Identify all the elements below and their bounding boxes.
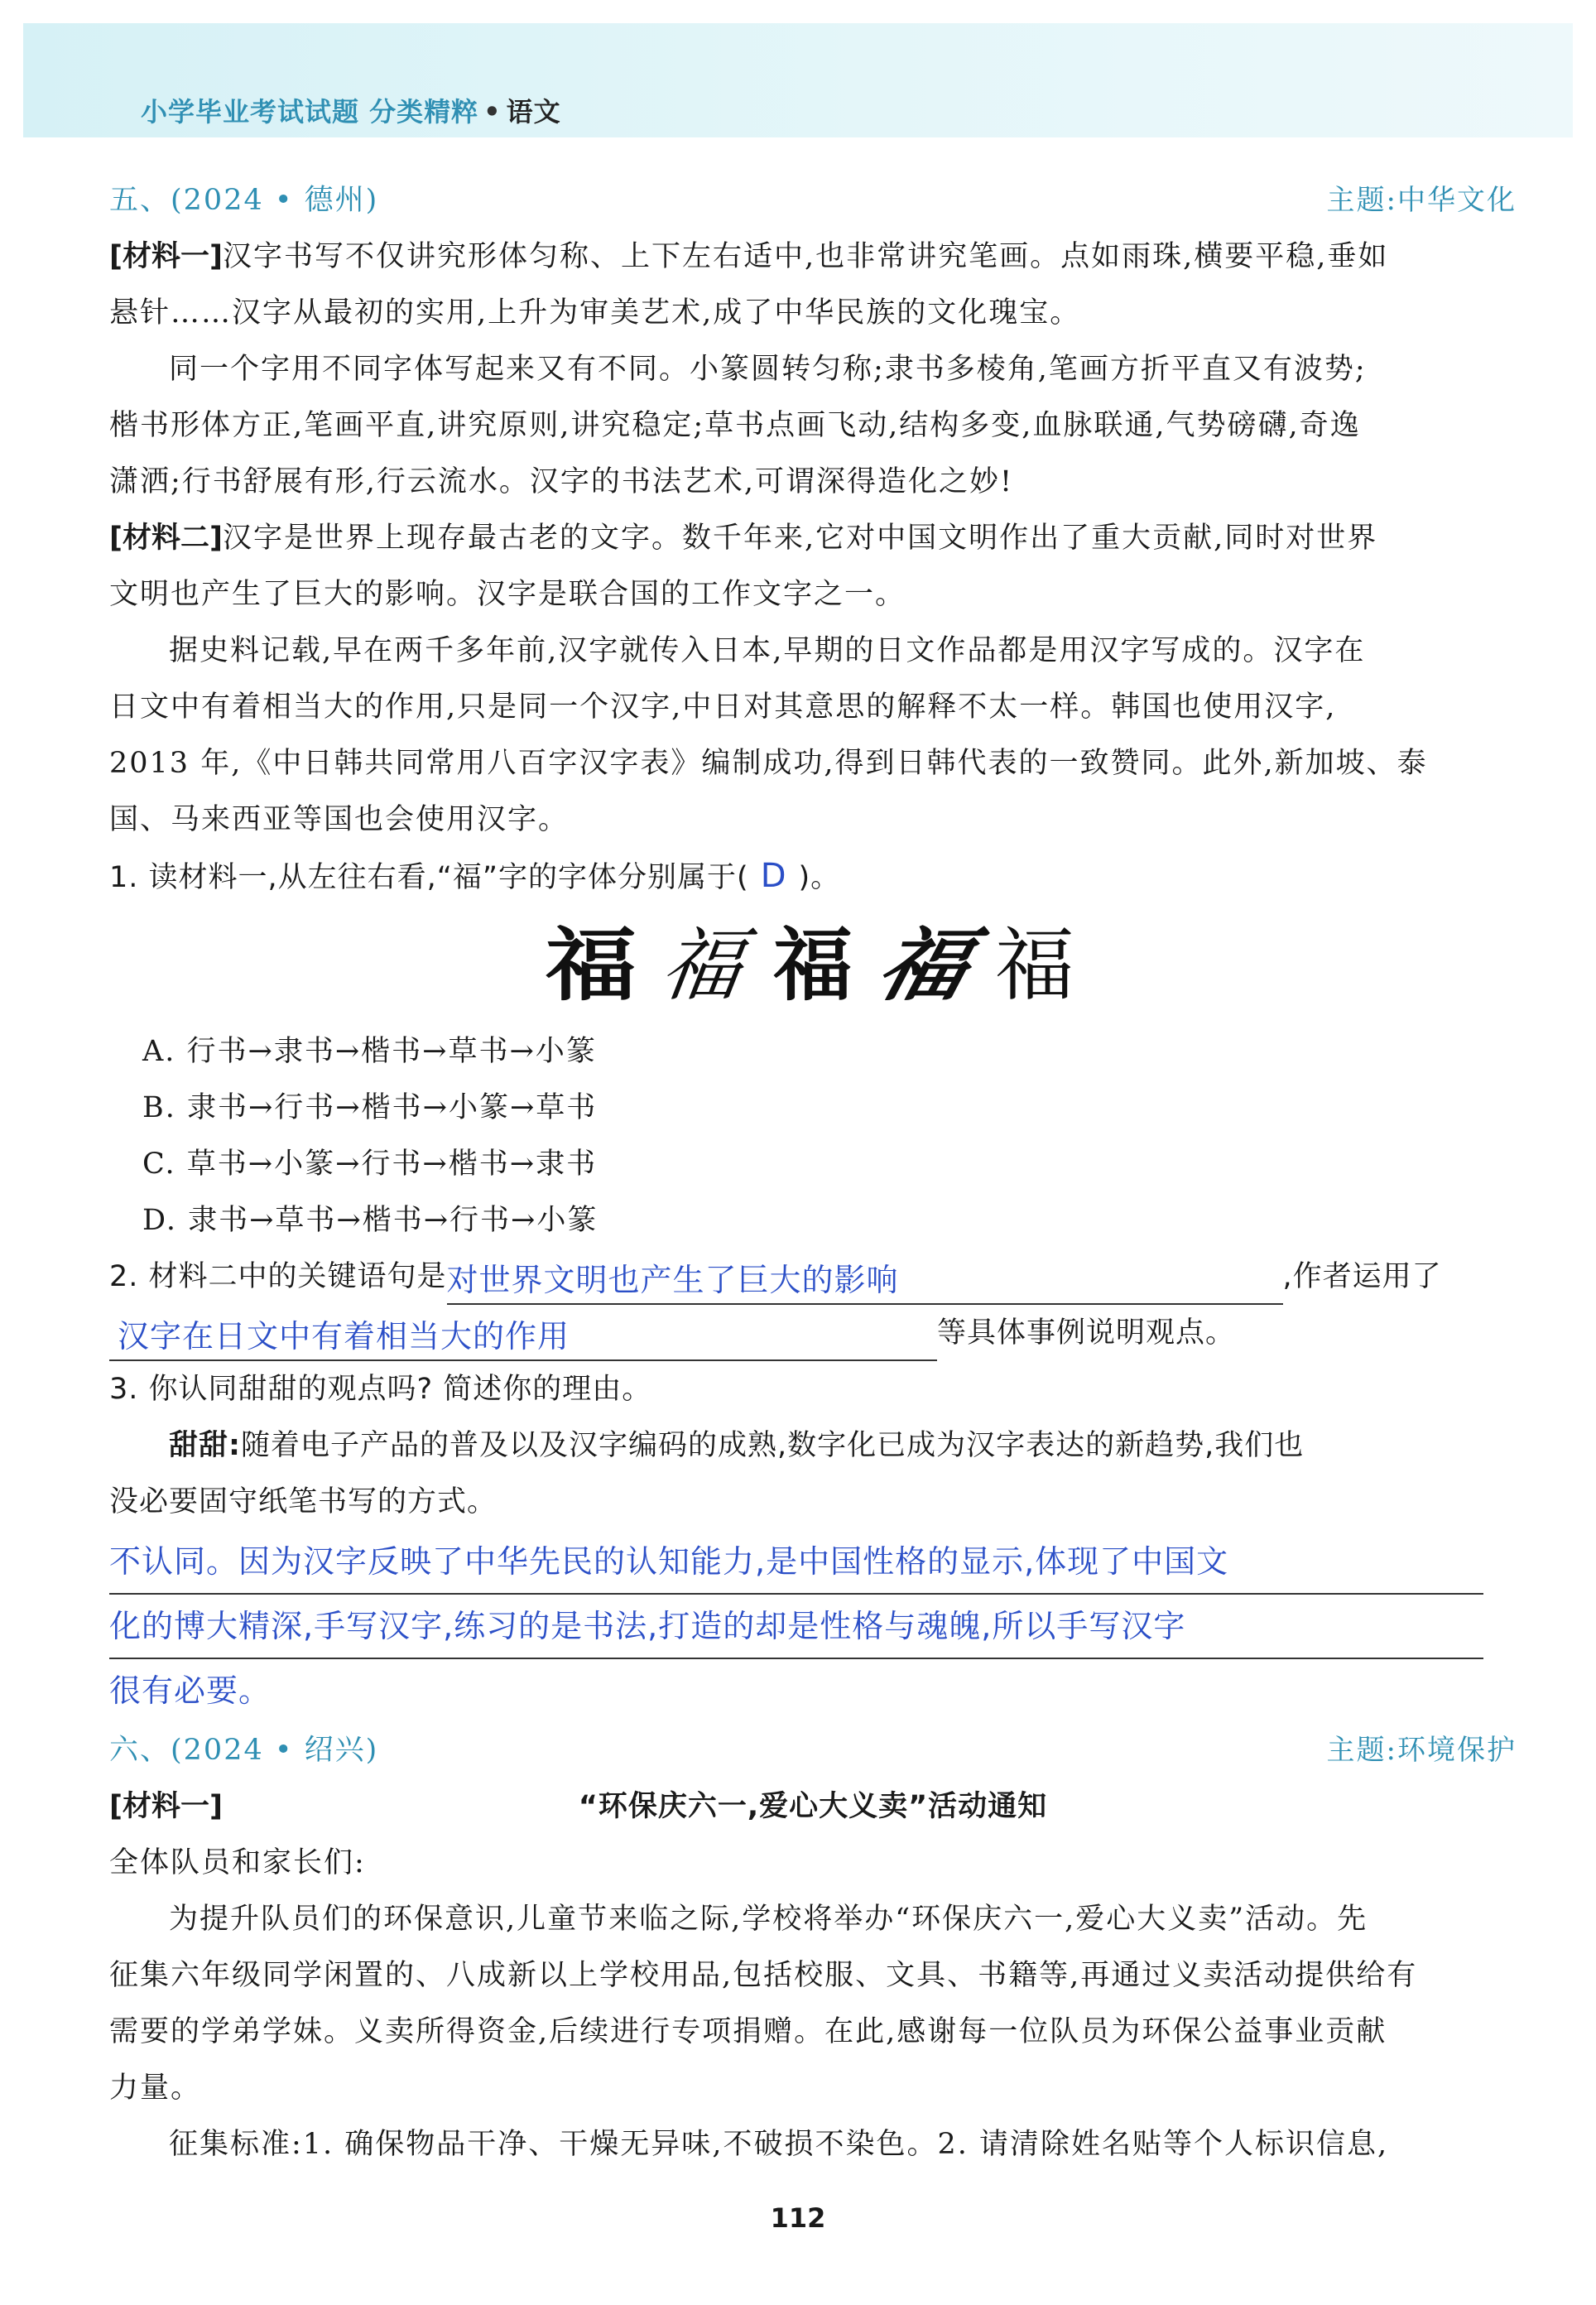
material-1-line-4: 楷书形体方正,笔画平直,讲究原则,讲究稳定;草书点画飞动,结构多变,血脉联通,气势磅礴,奇逸 bbox=[109, 409, 1361, 442]
question-3: 3. 你认同甜甜的观点吗? 简述你的理由。 bbox=[109, 1373, 652, 1406]
page-header bbox=[23, 23, 1573, 137]
option-a: A. 行书→隶书→楷书→草书→小篆 bbox=[142, 1035, 597, 1068]
question-1-answer: D bbox=[760, 857, 787, 895]
question-1: 1. 读材料一,从左往右看,“福”字的字体分别属于( D )。 bbox=[109, 857, 841, 895]
calligraphy-char-2: 福 bbox=[656, 919, 748, 1012]
material-2-label: [材料二] bbox=[109, 522, 223, 555]
question-3-answer-line-3: 很有必要。 bbox=[109, 1672, 272, 1709]
option-c: C. 草书→小篆→行书→楷书→隶书 bbox=[142, 1148, 598, 1181]
calligraphy-char-4: 福 bbox=[868, 918, 980, 1012]
section-5-theme: 主题:中华文化 bbox=[1326, 184, 1517, 217]
section-6-label: 六、(2024 • 绍兴) bbox=[109, 1734, 379, 1767]
material-2-line-2: 文明也产生了巨大的影响。汉字是联合国的工作文字之一。 bbox=[109, 578, 906, 611]
notice-line-1: 为提升队员们的环保意识,儿童节来临之际,学校将举办“环保庆六一,爱心大义卖”活动。先 bbox=[169, 1903, 1368, 1936]
calligraphy-char-1: 福 bbox=[545, 918, 637, 1012]
material-1-label: [材料一] bbox=[109, 240, 223, 273]
question-2-answer-1: 对世界文明也产生了巨大的影响 bbox=[447, 1257, 1283, 1305]
page-content bbox=[109, 172, 1517, 2173]
page-number: 112 bbox=[770, 2202, 826, 2234]
calligraphy-image bbox=[109, 916, 1517, 1015]
material-2-line-6: 国、马来西亚等国也会使用汉字。 bbox=[109, 803, 570, 836]
material-2-line-4: 日文中有着相当大的作用,只是同一个汉字,中日对其意思的解释不太一样。韩国也使用汉字, bbox=[109, 691, 1337, 724]
notice-salutation: 全体队员和家长们: bbox=[109, 1846, 366, 1879]
section-5-heading bbox=[109, 172, 1517, 229]
section-6-material-1-label: [材料一] bbox=[109, 1790, 223, 1823]
notice-line-4: 力量。 bbox=[109, 2072, 202, 2105]
notice-title: “环保庆六一,爱心大义卖”活动通知 bbox=[578, 1790, 1048, 1823]
book-series-title bbox=[141, 91, 561, 129]
quote-line-2: 没必要固守纸笔书写的方式。 bbox=[109, 1485, 498, 1518]
notice-line-5: 征集标准:1. 确保物品干净、干燥无异味,不破损不染色。2. 请清除姓名贴等个人标识信息, bbox=[169, 2128, 1389, 2161]
question-2-answer-2: 汉字在日文中有着相当大的作用 bbox=[109, 1313, 937, 1361]
material-1-line-5: 潇洒;行书舒展有形,行云流水。汉字的书法艺术,可谓深得造化之妙! bbox=[109, 465, 1014, 498]
question-3-answer-line-2: 化的博大精深,手写汉字,练习的是书法,打造的却是性格与魂魄,所以手写汉字 bbox=[109, 1595, 1483, 1659]
question-2-line-1: 2. 材料二中的关键语句是对世界文明也产生了巨大的影响 ,作者运用了 bbox=[109, 1249, 1517, 1305]
calligraphy-char-5: 福 bbox=[995, 919, 1074, 1012]
material-1-line-1: [材料一]汉字书写不仅讲究形体匀称、上下左右适中,也非常讲究笔画。点如雨珠,横要平稳,垂如 bbox=[109, 240, 1389, 273]
section-6-theme: 主题:环境保护 bbox=[1326, 1734, 1517, 1767]
material-2-line-5: 2013 年,《中日韩共同常用八百字汉字表》编制成功,得到日韩代表的一致赞同。此外,新加坡、泰 bbox=[109, 747, 1428, 780]
question-3-answer-line-1: 不认同。因为汉字反映了中华先民的认知能力,是中国性格的显示,体现了中国文 bbox=[109, 1530, 1483, 1595]
notice-line-2: 征集六年级同学闲置的、八成新以上学校用品,包括校服、文具、书籍等,再通过义卖活动提供给有 bbox=[109, 1959, 1418, 1992]
separator-dot: • bbox=[483, 96, 502, 128]
material-2-line-3: 据史料记载,早在两千多年前,汉字就传入日本,早期的日文作品都是用汉字写成的。汉字在 bbox=[169, 634, 1366, 667]
section-5-label: 五、(2024 • 德州) bbox=[109, 184, 379, 217]
option-b: B. 隶书→行书→楷书→小篆→草书 bbox=[142, 1091, 598, 1124]
calligraphy-char-3: 福 bbox=[773, 918, 853, 1012]
option-d: D. 隶书→草书→楷书→行书→小篆 bbox=[142, 1204, 598, 1237]
material-1-line-2: 悬针……汉字从最初的实用,上升为审美艺术,成了中华民族的文化瑰宝。 bbox=[109, 296, 1081, 330]
question-2-line-2: 汉字在日文中有着相当大的作用 等具体事例说明观点。 bbox=[109, 1305, 1517, 1361]
notice-line-3: 需要的学弟学妹。义卖所得资金,后续进行专项捐赠。在此,感谢每一位队员为环保公益事业贡献 bbox=[109, 2015, 1387, 2048]
section-6-material-heading bbox=[109, 1778, 1517, 1835]
material-2-line-1: [材料二]汉字是世界上现存最古老的文字。数千年来,它对中国文明作出了重大贡献,同时对世界 bbox=[109, 522, 1378, 555]
quote-speaker: 甜甜: bbox=[169, 1429, 241, 1462]
series-name: 小学毕业考试试题 分类精粹 bbox=[141, 96, 479, 128]
subject-name: 语文 bbox=[506, 96, 561, 128]
quote-line-1: 甜甜:随着电子产品的普及以及汉字编码的成熟,数字化已成为汉字表达的新趋势,我们也 bbox=[169, 1429, 1305, 1462]
section-6-heading bbox=[109, 1722, 1517, 1778]
material-1-line-3: 同一个字用不同字体写起来又有不同。小篆圆转匀称;隶书多棱角,笔画方折平直又有波势; bbox=[169, 353, 1367, 386]
